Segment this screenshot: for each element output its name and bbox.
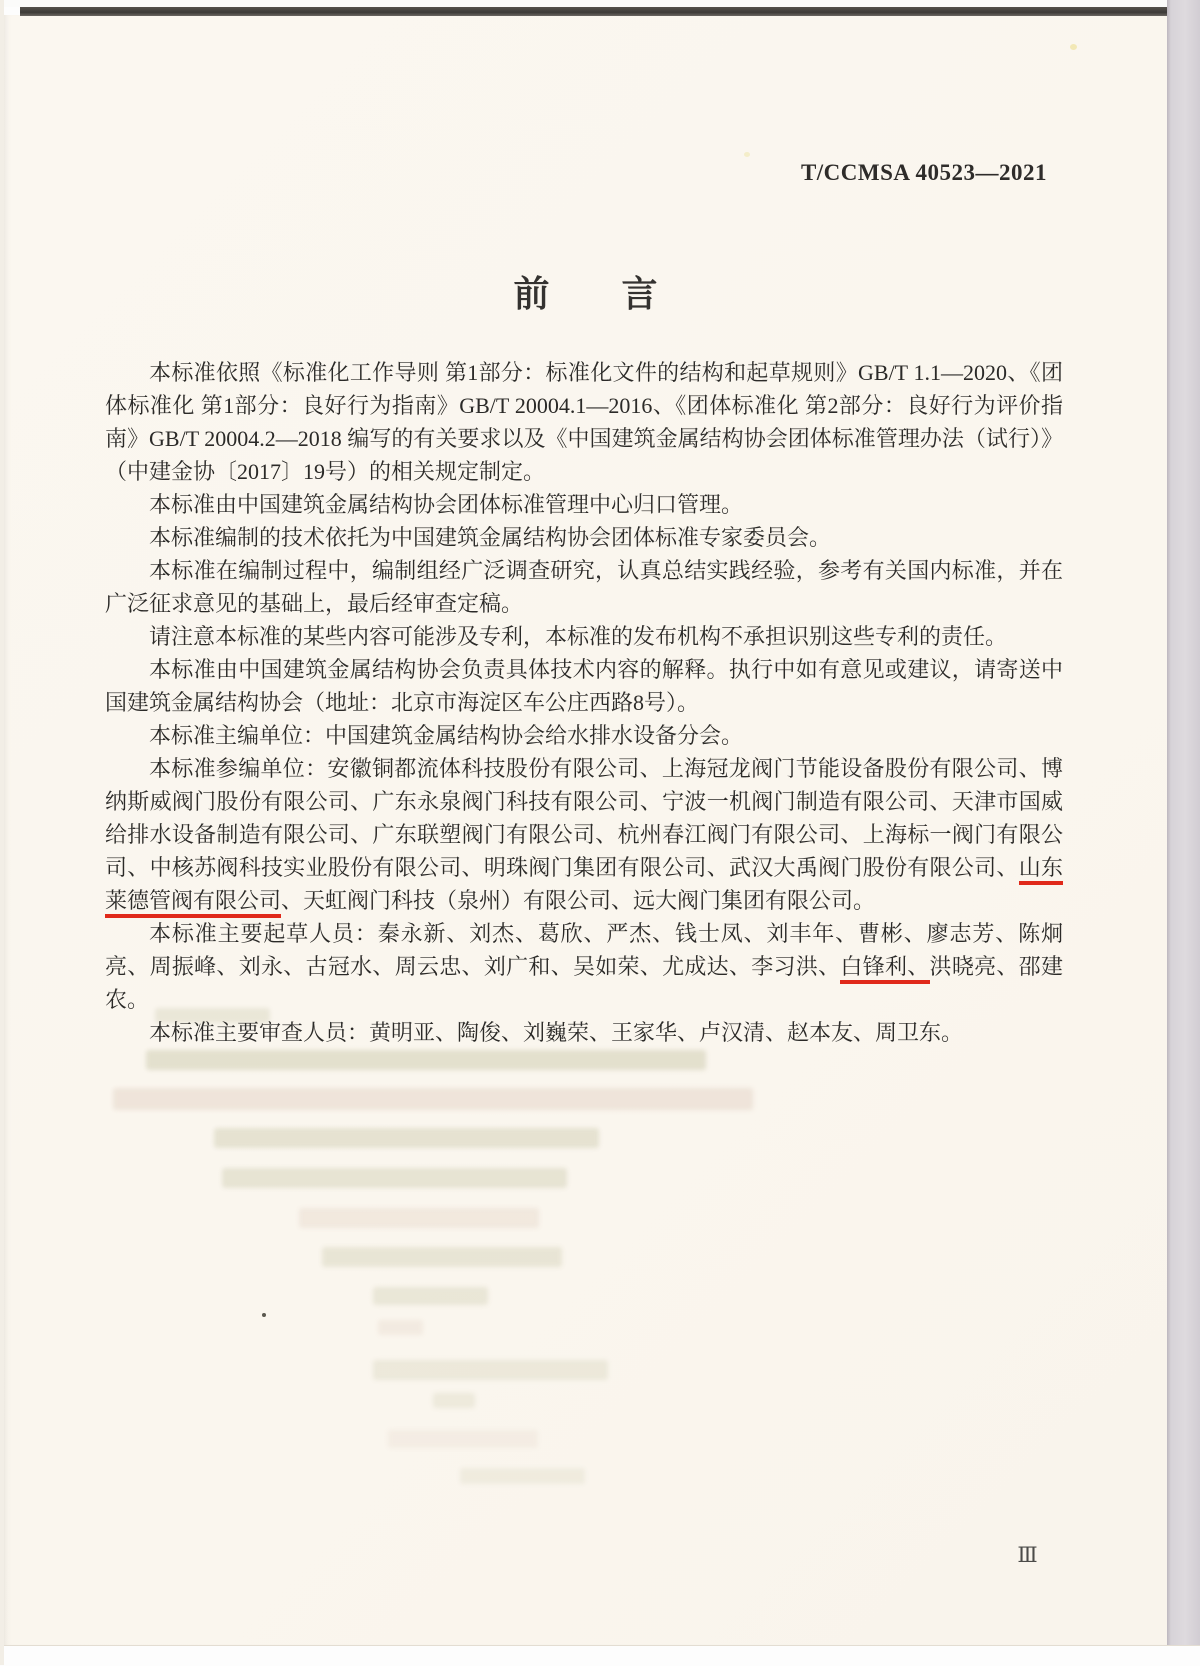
paragraph: [105, 1016, 1063, 1049]
bleedthrough-line: [378, 1320, 423, 1335]
scanner-top-margin: [0, 0, 1200, 7]
text-segment: 本标准主编单位：中国建筑金属结构协会给水排水设备分会。: [149, 723, 744, 748]
scan-speck: [1070, 44, 1077, 50]
bleedthrough-line: [322, 1247, 562, 1267]
bleedthrough-line: [460, 1468, 585, 1484]
text-segment: 、天虹阀门科技（泉州）有限公司、远大阀门集团有限公司。: [281, 888, 876, 913]
bleedthrough-line: [146, 1050, 706, 1070]
text-segment: 本标准由中国建筑金属结构协会团体标准管理中心归口管理。: [149, 492, 744, 517]
page-title: 前 言: [513, 273, 658, 314]
text-segment: 请注意本标准的某些内容可能涉及专利，本标准的发布机构不承担识别这些专利的责任。: [149, 624, 1008, 649]
text-segment: 洪晓亮、邵建农。: [105, 954, 1063, 1012]
text-segment: 本标准由中国建筑金属结构协会负责具体技术内容的解释。执行中如有意见或建议，请寄送中国建筑金属结构协会（地址：北京市海淀区车公庄西路8号）。: [105, 657, 1063, 715]
paragraph: [105, 521, 1063, 554]
bleedthrough-line: [388, 1430, 538, 1448]
bleedthrough-line: [373, 1360, 608, 1380]
scan-speck: [262, 1313, 266, 1317]
doc-code: T/CCMSA 40523—2021: [800, 160, 1047, 185]
text-segment: 本标准在编制过程中，编制组经广泛调查研究，认真总结实践经验，参考有关国内标准，并在广泛征求意见的基础上，最后经审查定稿。: [105, 558, 1063, 616]
paragraph: [105, 719, 1063, 752]
scanner-top-band: [20, 7, 1200, 16]
page-number: Ⅲ: [1017, 1543, 1039, 1567]
text-segment: 本标准依照《标准化工作导则 第1部分：标准化文件的结构和起草规则》GB/T 1.1—2020、《团体标准化 第1部分：良好行为指南》GB/T 20004.1—2016、《团体标准化 第2部分：良好行为评价指南》GB/T 20004.2—2018 编写的有关要求以及《中国建筑金属结构协会团体标准管理办法（试行）》（中建金协〔2017〕19号）的相关规定制定。: [105, 360, 1063, 484]
paragraph: [105, 752, 1063, 917]
bleedthrough-line: [113, 1088, 753, 1110]
paragraph: [105, 554, 1063, 620]
text-segment: 本标准主要起草人员：秦永新、刘杰、葛欣、严杰、钱士凤、刘丰年、曹彬、廖志芳、陈炯亮、周振峰、刘永、古冠水、周云忠、刘广和、吴如荣、尤成达、李习洪、: [105, 921, 1063, 979]
page-left-edge: [0, 0, 4, 1665]
paragraph: [105, 620, 1063, 653]
paragraph: [105, 488, 1063, 521]
text-segment: 本标准参编单位：安徽铜都流体科技股份有限公司、上海冠龙阀门节能设备股份有限公司、博纳斯威阀门股份有限公司、广东永泉阀门科技有限公司、宁波一机阀门制造有限公司、天津市国威给排水设备制造有限公司、广东联塑阀门有限公司、杭州春江阀门有限公司、上海标一阀门有限公司、中核苏阀科技实业股份有限公司、明珠阀门集团有限公司、武汉大禹阀门股份有限公司、: [105, 756, 1063, 880]
red-underlined-text: 白锋利、: [840, 954, 929, 984]
red-underlined-text: 山东莱德管阀有限公司: [105, 855, 1063, 918]
paragraph: [105, 653, 1063, 719]
bleedthrough-line: [299, 1208, 539, 1228]
bleedthrough-line: [214, 1128, 599, 1148]
text-segment: 本标准编制的技术依托为中国建筑金属结构协会团体标准专家委员会。: [149, 525, 832, 550]
text-segment: 本标准主要审查人员：黄明亚、陶俊、刘巍荣、王家华、卢汉清、赵本友、周卫东。: [149, 1020, 964, 1045]
scan-speck: [744, 152, 750, 157]
bleedthrough-line: [433, 1393, 475, 1408]
bleedthrough-line: [373, 1287, 488, 1305]
page-right-edge: [1167, 0, 1200, 1665]
scanner-bottom-margin: [0, 1645, 1200, 1666]
paragraph: [105, 917, 1063, 1016]
bleedthrough-line: [222, 1168, 567, 1188]
paragraph: [105, 356, 1063, 488]
body-text: [105, 356, 1063, 1049]
